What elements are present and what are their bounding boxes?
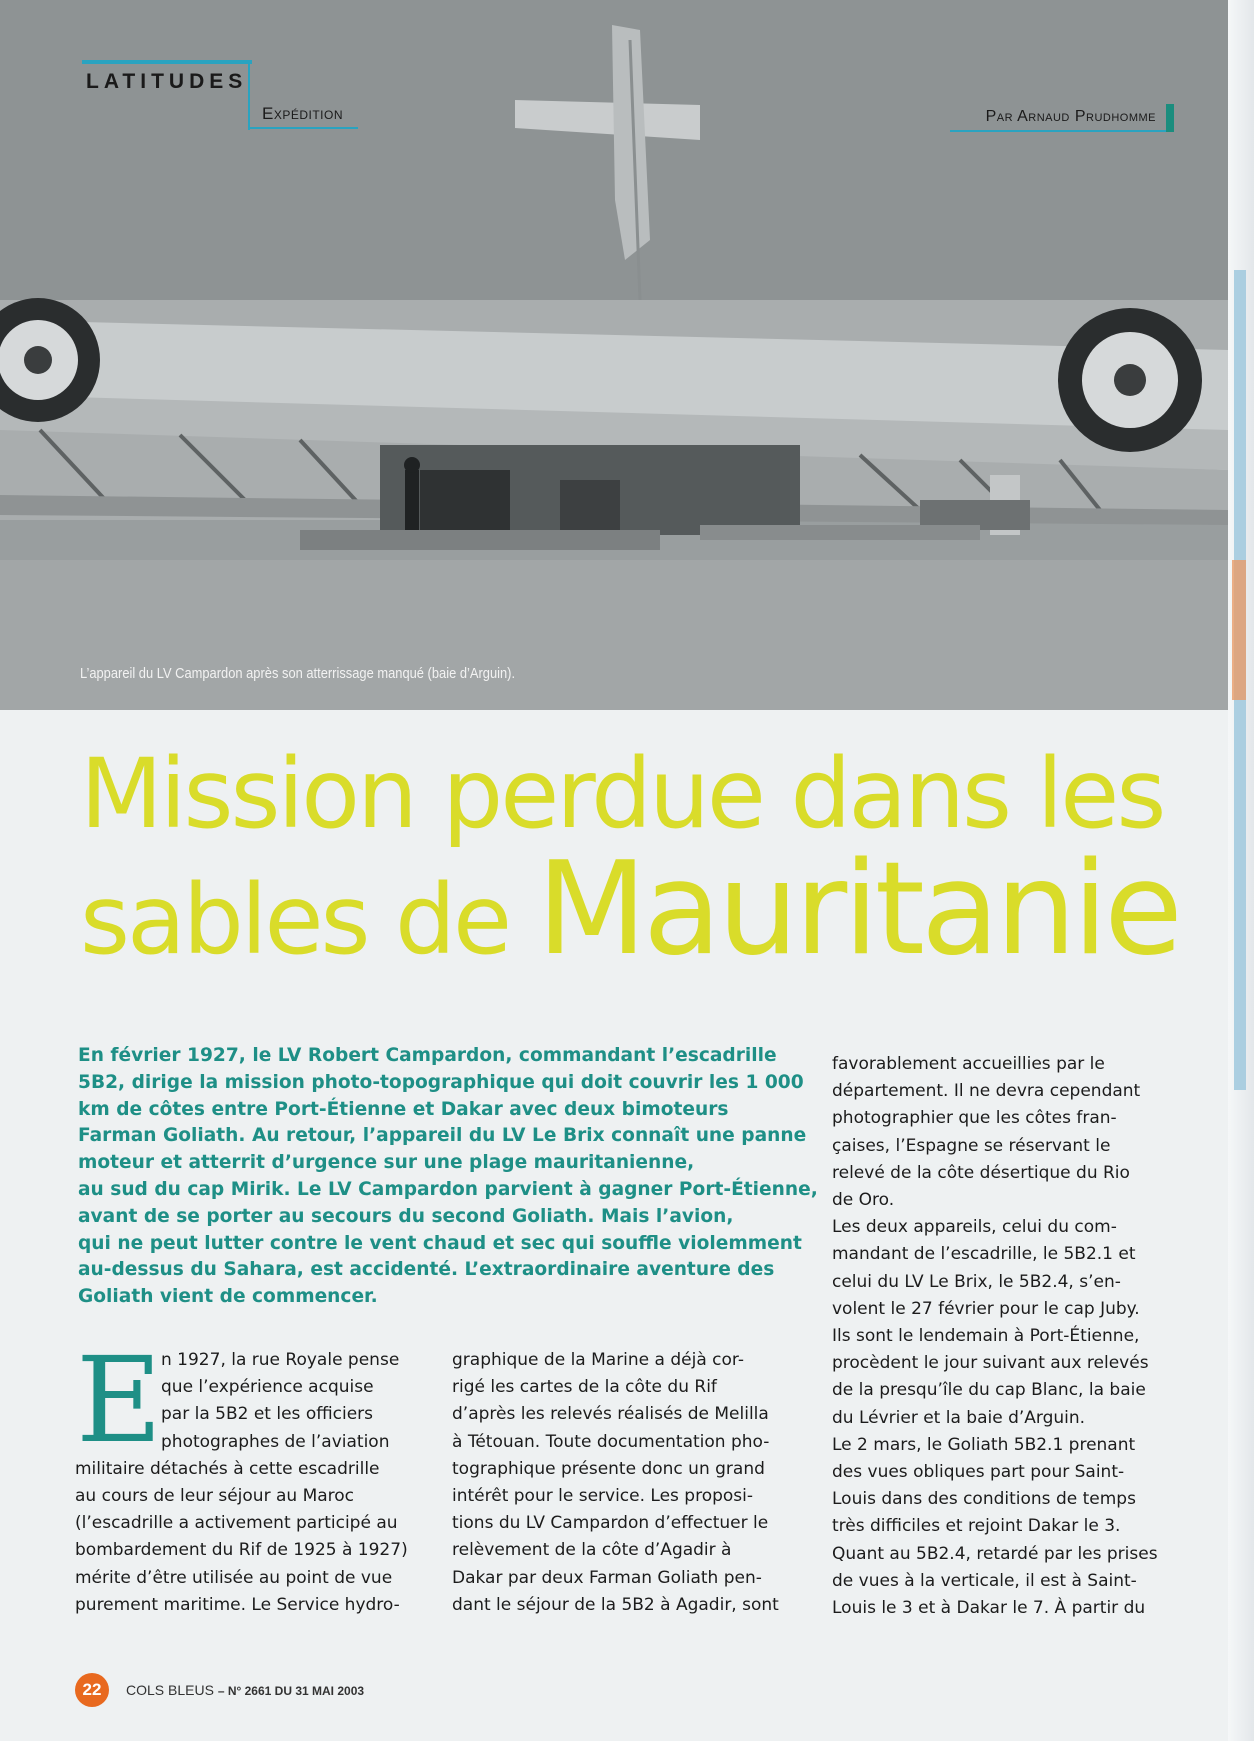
body-line: à Tétouan. Toute documentation pho- xyxy=(452,1431,770,1452)
intro-line: au sud du cap Mirik. Le LV Campardon parvient à gagner Port-Étienne, xyxy=(78,1178,818,1200)
byline: Par Arnaud Prudhomme xyxy=(985,108,1156,125)
section-underline xyxy=(250,127,358,129)
body-line: celui du LV Le Brix, le 5B2.4, s’en- xyxy=(832,1271,1121,1292)
body-line: Quant au 5B2.4, retardé par les prises xyxy=(832,1543,1158,1564)
body-line: de Oro. xyxy=(832,1190,895,1211)
body-line: au cours de leur séjour au Maroc xyxy=(75,1486,355,1507)
intro-line: km de côtes entre Port-Étienne et Dakar avec deux bimoteurs xyxy=(78,1098,729,1120)
byline-underline xyxy=(950,130,1170,132)
intro-line: avant de se porter au secours du second Goliath. Mais l’avion, xyxy=(78,1205,734,1227)
rubric-divider xyxy=(248,60,250,130)
body-line: Louis le 3 et à Dakar le 7. À partir du xyxy=(832,1598,1146,1619)
aircraft-photo xyxy=(0,0,1228,710)
body-column-3 xyxy=(832,1051,1172,1622)
body-line: n 1927, la rue Royale pense xyxy=(161,1350,400,1370)
body-line: du Lévrier et la baie d’Arguin. xyxy=(832,1407,1086,1428)
body-line: mérite d’être utilisée au point de vue xyxy=(75,1567,393,1588)
body-column-1 xyxy=(75,1331,413,1619)
body-line: militaire détachés à cette escadrille xyxy=(75,1458,380,1479)
body-line: photographes de l’aviation xyxy=(161,1431,390,1452)
article-title xyxy=(80,738,1200,984)
intro-line: 5B2, dirige la mission photo-topographique qui doit couvrir les 1 000 xyxy=(78,1071,804,1093)
intro-line: moteur et atterrit d’urgence sur une plage mauritanienne, xyxy=(78,1152,695,1174)
title-line-2 xyxy=(80,835,1200,984)
body-line: que l’expérience acquise xyxy=(161,1377,374,1398)
intro-line: qui ne peut lutter contre le vent chaud et sec qui souffle violemment xyxy=(78,1232,802,1254)
page-number-badge: 22 xyxy=(75,1673,109,1707)
body-line: (l’escadrille a activement participé au xyxy=(75,1513,398,1534)
body-line: volent le 27 février pour le cap Juby. xyxy=(832,1298,1140,1319)
body-line: favorablement accueillies par le xyxy=(832,1054,1105,1074)
body-line: mandant de l’escadrille, le 5B2.1 et xyxy=(832,1244,1136,1265)
photo-caption: L’appareil du LV Campardon après son atterrissage manqué (baie d’Arguin). xyxy=(80,665,516,682)
body-line: Les deux appareils, celui du com- xyxy=(832,1217,1117,1238)
body-column-2 xyxy=(452,1347,792,1619)
title-line-2-prefix: sables de xyxy=(80,864,510,976)
body-line: par la 5B2 et les officiers xyxy=(161,1404,374,1425)
title-line-2-emphasis: Mauritanie xyxy=(536,835,1179,984)
body-line: tions du LV Campardon d’effectuer le xyxy=(452,1513,769,1534)
byline-marker xyxy=(1166,104,1174,132)
body-line: relevé de la côte désertique du Rio xyxy=(832,1162,1130,1183)
body-line: Le 2 mars, le Goliath 5B2.1 prenant xyxy=(832,1434,1136,1455)
intro-line: Goliath vient de commencer. xyxy=(78,1286,378,1308)
magazine-name: COLS BLEUS xyxy=(126,1682,214,1698)
goliath-aircraft-image xyxy=(0,0,1228,710)
title-line-1: Mission perdue dans les xyxy=(80,738,1164,850)
body-line: des vues obliques part pour Saint- xyxy=(832,1462,1125,1483)
footer-issue-line xyxy=(126,1682,364,1698)
issue-info: – N° 2661 DU 31 MAI 2003 xyxy=(217,1684,365,1698)
edge-color-strip xyxy=(1232,560,1246,700)
rubric-accent-line xyxy=(82,60,252,64)
body-line: rigé les cartes de la côte du Rif xyxy=(452,1377,717,1398)
body-line: purement maritime. Le Service hydro- xyxy=(75,1594,400,1615)
body-line: tographique présente donc un grand xyxy=(452,1458,765,1479)
rubric-label: LATITUDES xyxy=(86,70,248,93)
intro-line: En février 1927, le LV Robert Campardon, commandant l’escadrille xyxy=(78,1045,777,1066)
body-line: çaises, l’Espagne se réservant le xyxy=(832,1135,1111,1156)
body-line: bombardement du Rif de 1925 à 1927) xyxy=(75,1540,408,1561)
body-line: Ils sont le lendemain à Port-Étienne, xyxy=(832,1326,1140,1347)
body-line: relèvement de la côte d’Agadir à xyxy=(452,1540,732,1561)
body-line: intérêt pour le service. Les proposi- xyxy=(452,1486,754,1507)
body-line: de la presqu’île du cap Blanc, la baie xyxy=(832,1380,1146,1401)
body-line: photographier que les côtes fran- xyxy=(832,1108,1117,1129)
body-line: graphique de la Marine a déjà cor- xyxy=(452,1350,744,1370)
facing-page-edge xyxy=(1228,0,1254,1741)
body-line: de vues à la verticale, il est à Saint- xyxy=(832,1570,1137,1591)
body-line: département. Il ne devra cependant xyxy=(832,1081,1141,1102)
body-line: Louis dans des conditions de temps xyxy=(832,1489,1136,1510)
body-line: d’après les relevés réalisés de Melilla xyxy=(452,1404,769,1425)
body-line: Dakar par deux Farman Goliath pen- xyxy=(452,1567,762,1588)
body-line: très difficiles et rejoint Dakar le 3. xyxy=(832,1516,1121,1537)
intro-line: Farman Goliath. Au retour, l’appareil du LV Le Brix connaît une panne xyxy=(78,1125,807,1147)
intro-line: au-dessus du Sahara, est accidenté. L’extraordinaire aventure des xyxy=(78,1259,775,1281)
body-line: dant le séjour de la 5B2 à Agadir, sont xyxy=(452,1594,779,1615)
article-intro xyxy=(78,1043,818,1311)
drop-cap: E xyxy=(76,1331,163,1469)
section-label: Expédition xyxy=(262,104,344,123)
body-line: procèdent le jour suivant aux relevés xyxy=(832,1353,1149,1374)
